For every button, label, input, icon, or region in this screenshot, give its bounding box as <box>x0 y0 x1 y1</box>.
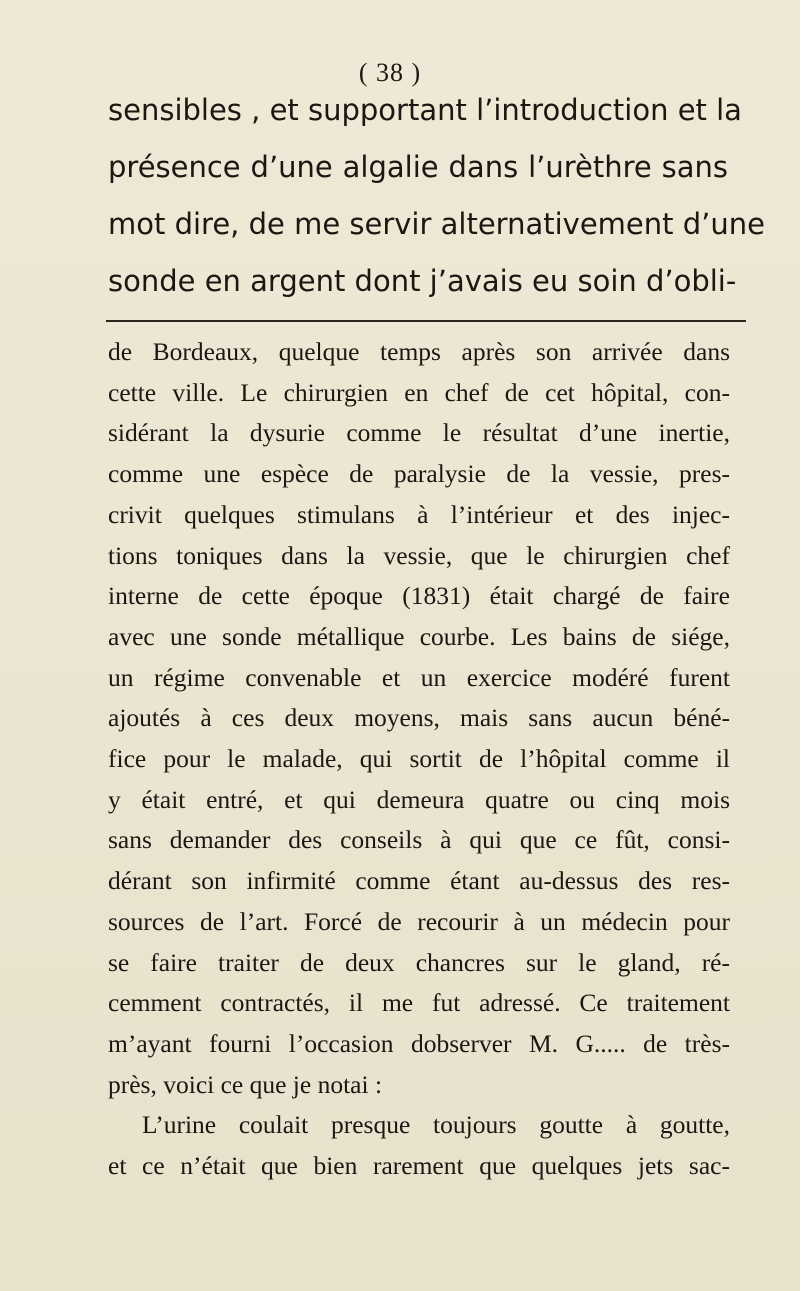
main-text-line: présence d’une algalie dans l’urèthre sans <box>108 150 728 184</box>
footnote-line: sans demander des conseils à qui que ce fût, consi- <box>108 825 730 855</box>
footnote-line: fice pour le malade, qui sortit de l’hôpital comme il <box>108 744 730 774</box>
footnote-line: tions toniques dans la vessie, que le chirurgien chef <box>108 540 730 570</box>
footnote-line: interne de cette époque (1831) était chargé de faire <box>108 581 730 611</box>
footnote-line: avec une sonde métallique courbe. Les bains de siége, <box>108 621 730 651</box>
main-text-line: sensibles , et supportant l’introduction et la <box>108 93 742 127</box>
footnote-line: y était entré, et qui demeura quatre ou cinq mois <box>108 784 730 814</box>
footnote-line: sidérant la dysurie comme le résultat d’une inertie, <box>108 418 730 448</box>
page-number: ( 38 ) <box>358 58 422 87</box>
footnote-line: ajoutés à ces deux moyens, mais sans aucun béné- <box>108 703 730 733</box>
footnote-line: se faire traiter de deux chancres sur le gland, ré- <box>108 947 730 977</box>
footnote-line: m’ayant fourni l’occasion dobserver M. G..... de très- <box>108 1028 730 1058</box>
footnote-line: comme une espèce de paralysie de la vessie, pres- <box>108 459 730 489</box>
footnote-separator <box>106 320 746 322</box>
footnote-line: un régime convenable et un exercice modéré furent <box>108 662 730 692</box>
footnote-line: cette ville. Le chirurgien en chef de cet hôpital, con- <box>108 377 730 407</box>
main-text-line: mot dire, de me servir alternativement d’une <box>108 207 765 241</box>
footnote-text <box>108 332 730 1187</box>
footnote-line: sources de l’art. Forcé de recourir à un médecin pour <box>108 906 730 936</box>
footnote-line: dérant son infirmité comme étant au-dessus des res- <box>108 866 730 896</box>
footnote-line: près, voici ce que je notai : <box>108 1069 383 1099</box>
footnote-line: cemment contractés, il me fut adressé. Ce traitement <box>108 988 730 1018</box>
footnote-line: L’urine coulait presque toujours goutte à goutte, <box>142 1110 730 1140</box>
main-text <box>108 82 765 310</box>
footnote-line: crivit quelques stimulans à l’intérieur et des injec- <box>108 499 730 529</box>
main-text-line: sonde en argent dont j’avais eu soin d’obli- <box>108 264 737 298</box>
footnote-line: de Bordeaux, quelque temps après son arrivée dans <box>108 337 730 366</box>
footnote-line: et ce n’était que bien rarement que quelques jets sac- <box>108 1151 730 1181</box>
